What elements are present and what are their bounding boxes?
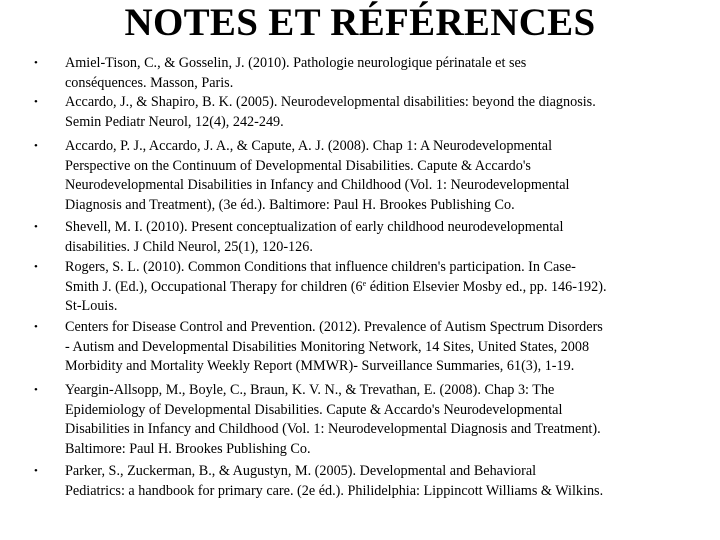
reference-line: Semin Pediatr Neurol, 12(4), 242-249. bbox=[65, 113, 284, 130]
reference-line: Yeargin-Allsopp, M., Boyle, C., Braun, K. V. N., & Trevathan, E. (2008). Chap 3: The bbox=[65, 382, 555, 398]
reference-line bbox=[65, 278, 685, 298]
reference-line: Perspective on the Continuum of Developmental Disabilities. Capute & Accardo's bbox=[65, 157, 531, 174]
reference-line: Epidemiology of Developmental Disabilities. Capute & Accardo's Neurodevelopmental bbox=[65, 401, 563, 418]
reference-text bbox=[65, 218, 685, 257]
reference-line: Disabilities in Infancy and Childhood (Vol. 1: Neurodevelopmental Diagnosis and Treatment). bbox=[65, 421, 601, 437]
edition-superscript: e bbox=[362, 278, 367, 288]
reference-text bbox=[65, 93, 685, 132]
reference-line: Centers for Disease Control and Prevention. (2012). Prevalence of Autism Spectrum Disorders bbox=[65, 319, 603, 335]
reference-line: - Autism and Developmental Disabilities Monitoring Network, 14 Sites, United States, 2008 bbox=[65, 338, 590, 355]
reference-line: Rogers, S. L. (2010). Common Conditions that influence children's participation. In Case- bbox=[65, 259, 576, 275]
reference-line: Diagnosis and Treatment), (3e éd.). Baltimore: Paul H. Brookes Publishing Co. bbox=[65, 196, 515, 213]
reference-line: St-Louis. bbox=[65, 298, 118, 314]
reference-text bbox=[65, 54, 685, 93]
reference-line: Amiel-Tison, C., & Gosselin, J. (2010). Pathologie neurologique périnatale et ses bbox=[65, 55, 527, 71]
reference-line: Shevell, M. I. (2010). Present conceptualization of early childhood neurodevelopmental bbox=[65, 219, 564, 235]
bullet-icon: • bbox=[34, 321, 38, 333]
bullet-icon: • bbox=[34, 465, 38, 477]
reference-text bbox=[65, 462, 685, 501]
slide-title: NOTES ET RÉFÉRENCES bbox=[124, 1, 596, 44]
reference-text bbox=[65, 258, 685, 317]
reference-text bbox=[65, 137, 685, 215]
reference-text bbox=[65, 381, 685, 459]
reference-line-rest: édition Elsevier Mosby ed., pp. 146-192). bbox=[366, 278, 607, 295]
bullet-icon: • bbox=[34, 96, 38, 108]
reference-line: Baltimore: Paul H. Brookes Publishing Co. bbox=[65, 440, 311, 457]
reference-line: Parker, S., Zuckerman, B., & Augustyn, M. (2005). Developmental and Behavioral bbox=[65, 463, 537, 479]
reference-line: Neurodevelopmental Disabilities in Infancy and Childhood (Vol. 1: Neurodevelopmental bbox=[65, 177, 570, 193]
bullet-icon: • bbox=[34, 261, 38, 273]
reference-line: disabilities. J Child Neurol, 25(1), 120-126. bbox=[65, 238, 313, 255]
reference-line: Morbidity and Mortality Weekly Report (MMWR)- Surveillance Summaries, 61(3), 1-19. bbox=[65, 358, 575, 374]
reference-line: conséquences. Masson, Paris. bbox=[65, 74, 234, 91]
bullet-icon: • bbox=[34, 57, 38, 69]
bullet-icon: • bbox=[34, 221, 38, 233]
reference-line: Accardo, P. J., Accardo, J. A., & Capute, A. J. (2008). Chap 1: A Neurodevelopmental bbox=[65, 138, 553, 154]
reference-line: Accardo, J., & Shapiro, B. K. (2005). Neurodevelopmental disabilities: beyond the diagnosis. bbox=[65, 94, 596, 110]
reference-line-start: Smith J. (Ed.), Occupational Therapy for children (6 bbox=[65, 278, 363, 295]
bullet-icon: • bbox=[34, 140, 38, 152]
reference-line: Pediatrics: a handbook for primary care. (2e éd.). Philidelphia: Lippincott Williams & Wilkins. bbox=[65, 482, 604, 499]
bullet-icon: • bbox=[34, 384, 38, 396]
reference-text bbox=[65, 318, 685, 377]
